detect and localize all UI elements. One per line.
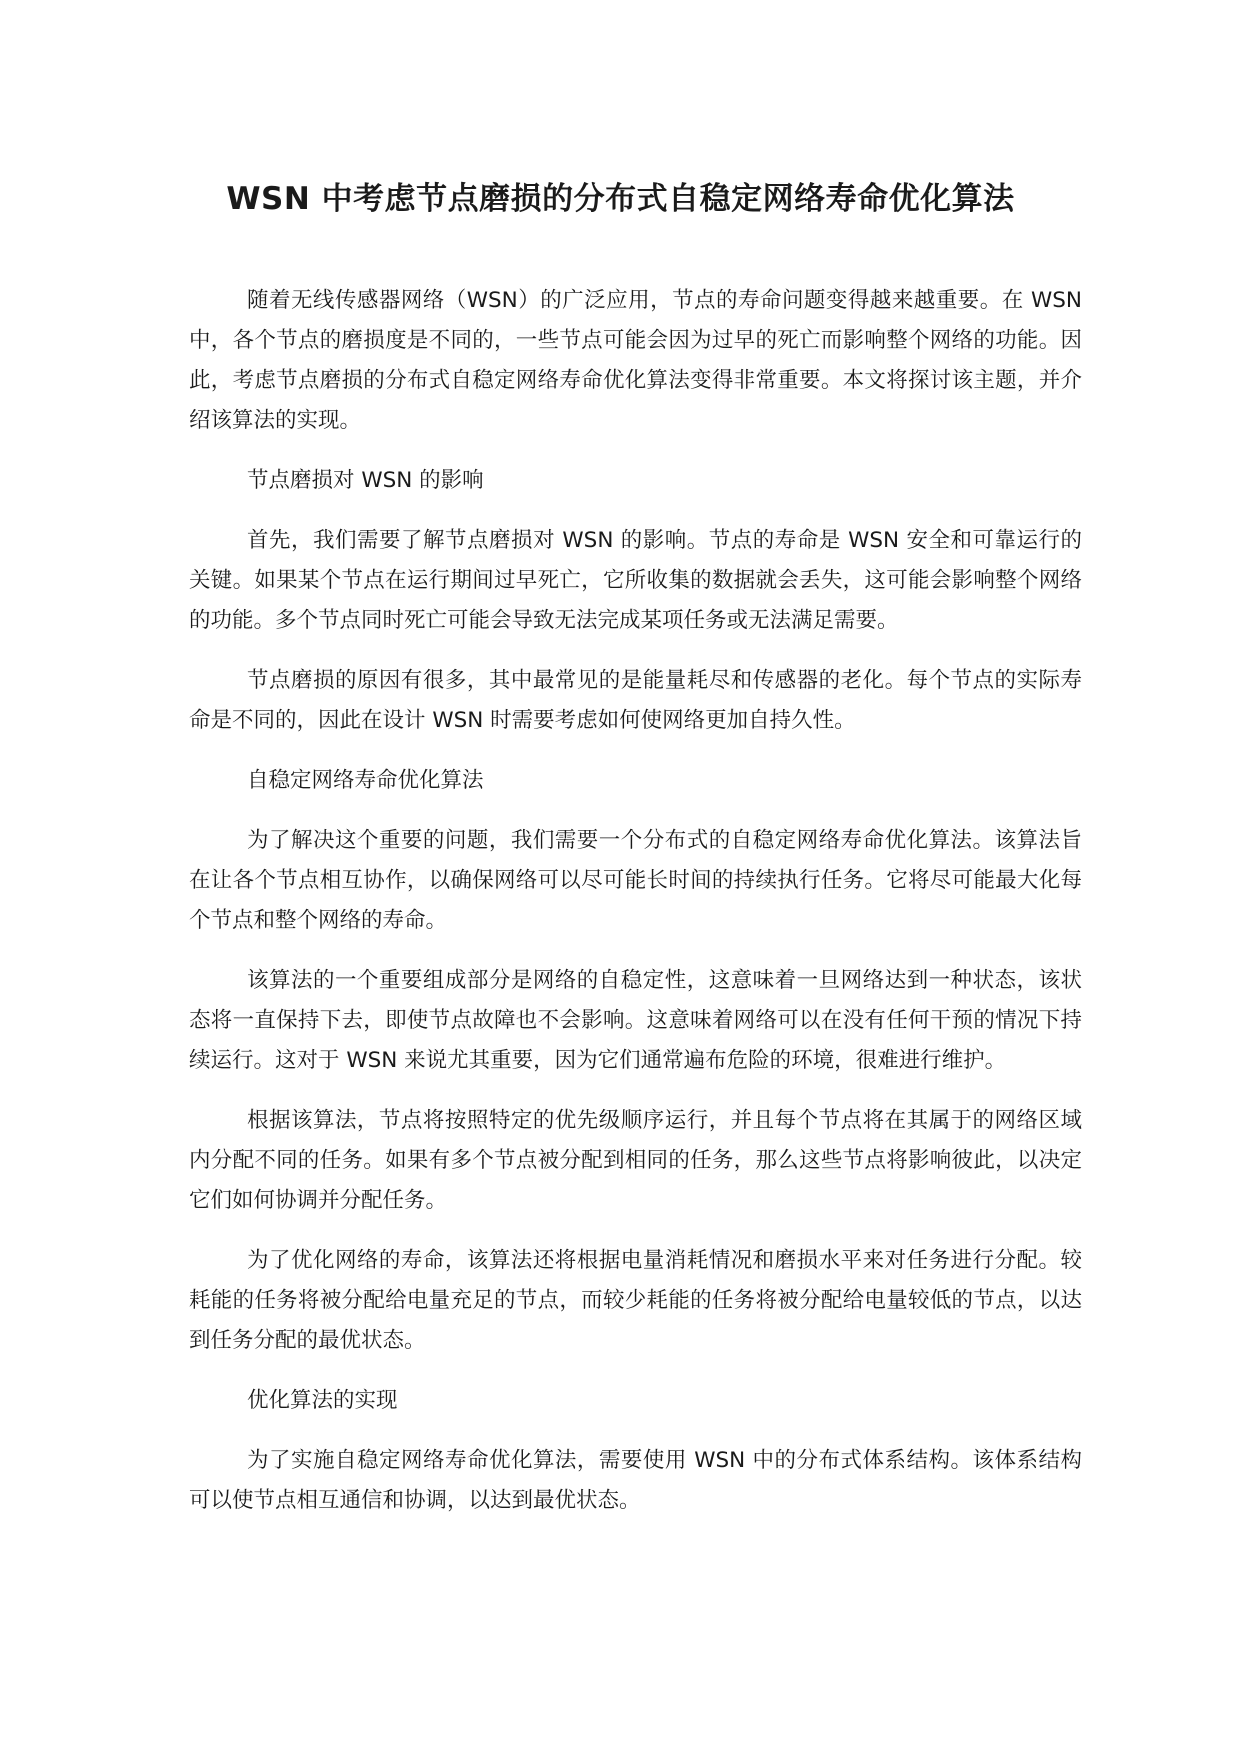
paragraph-algorithm-4: 为了优化网络的寿命，该算法还将根据电量消耗情况和磨损水平来对任务进行分配。较耗能的任务将被分配给电量充足的节点，而较少耗能的任务将被分配给电量较低的节点，以达到任务分配的最优状态。 bbox=[189, 1248, 1082, 1353]
paragraph-implementation-1: 为了实施自稳定网络寿命优化算法，需要使用 WSN 中的分布式体系结构。该体系结构可以使节点相互通信和协调，以达到最优状态。 bbox=[189, 1448, 1082, 1513]
paragraph-intro: 随着无线传感器网络（WSN）的广泛应用，节点的寿命问题变得越来越重要。在 WSN 中，各个节点的磨损度是不同的，一些节点可能会因为过早的死亡而影响整个网络的功能。因此，考虑节点磨损的分布式自稳定网络寿命优化算法变得非常重要。本文将探讨该主题，并介绍该算法的实现。 bbox=[189, 288, 1082, 433]
document-title: WSN 中考虑节点磨损的分布式自稳定网络寿命优化算法 bbox=[226, 181, 1015, 217]
paragraph-algorithm-3: 根据该算法，节点将按照特定的优先级顺序运行，并且每个节点将在其属于的网络区域内分配不同的任务。如果有多个节点被分配到相同的任务，那么这些节点将影响彼此，以决定它们如何协调并分配任务。 bbox=[189, 1108, 1082, 1213]
paragraph-algorithm-2: 该算法的一个重要组成部分是网络的自稳定性，这意味着一旦网络达到一种状态，该状态将一直保持下去，即使节点故障也不会影响。这意味着网络可以在没有任何干预的情况下持续运行。这对于 WSN 来说尤其重要，因为它们通常遍布危险的环境，很难进行维护。 bbox=[189, 968, 1082, 1073]
section-heading-implementation: 优化算法的实现 bbox=[247, 1388, 398, 1413]
paragraph-impact-2: 节点磨损的原因有很多，其中最常见的是能量耗尽和传感器的老化。每个节点的实际寿命是不同的，因此在设计 WSN 时需要考虑如何使网络更加自持久性。 bbox=[189, 668, 1082, 733]
section-heading-algorithm: 自稳定网络寿命优化算法 bbox=[247, 768, 484, 793]
document-body bbox=[189, 281, 1082, 1541]
paragraph-impact-1: 首先，我们需要了解节点磨损对 WSN 的影响。节点的寿命是 WSN 安全和可靠运行的关键。如果某个节点在运行期间过早死亡，它所收集的数据就会丢失，这可能会影响整个网络的功能。多个节点同时死亡可能会导致无法完成某项任务或无法满足需要。 bbox=[189, 528, 1082, 633]
paragraph-algorithm-1: 为了解决这个重要的问题，我们需要一个分布式的自稳定网络寿命优化算法。该算法旨在让各个节点相互协作，以确保网络可以尽可能长时间的持续执行任务。它将尽可能最大化每个节点和整个网络的寿命。 bbox=[189, 828, 1082, 933]
section-heading-impact: 节点磨损对 WSN 的影响 bbox=[247, 468, 484, 493]
